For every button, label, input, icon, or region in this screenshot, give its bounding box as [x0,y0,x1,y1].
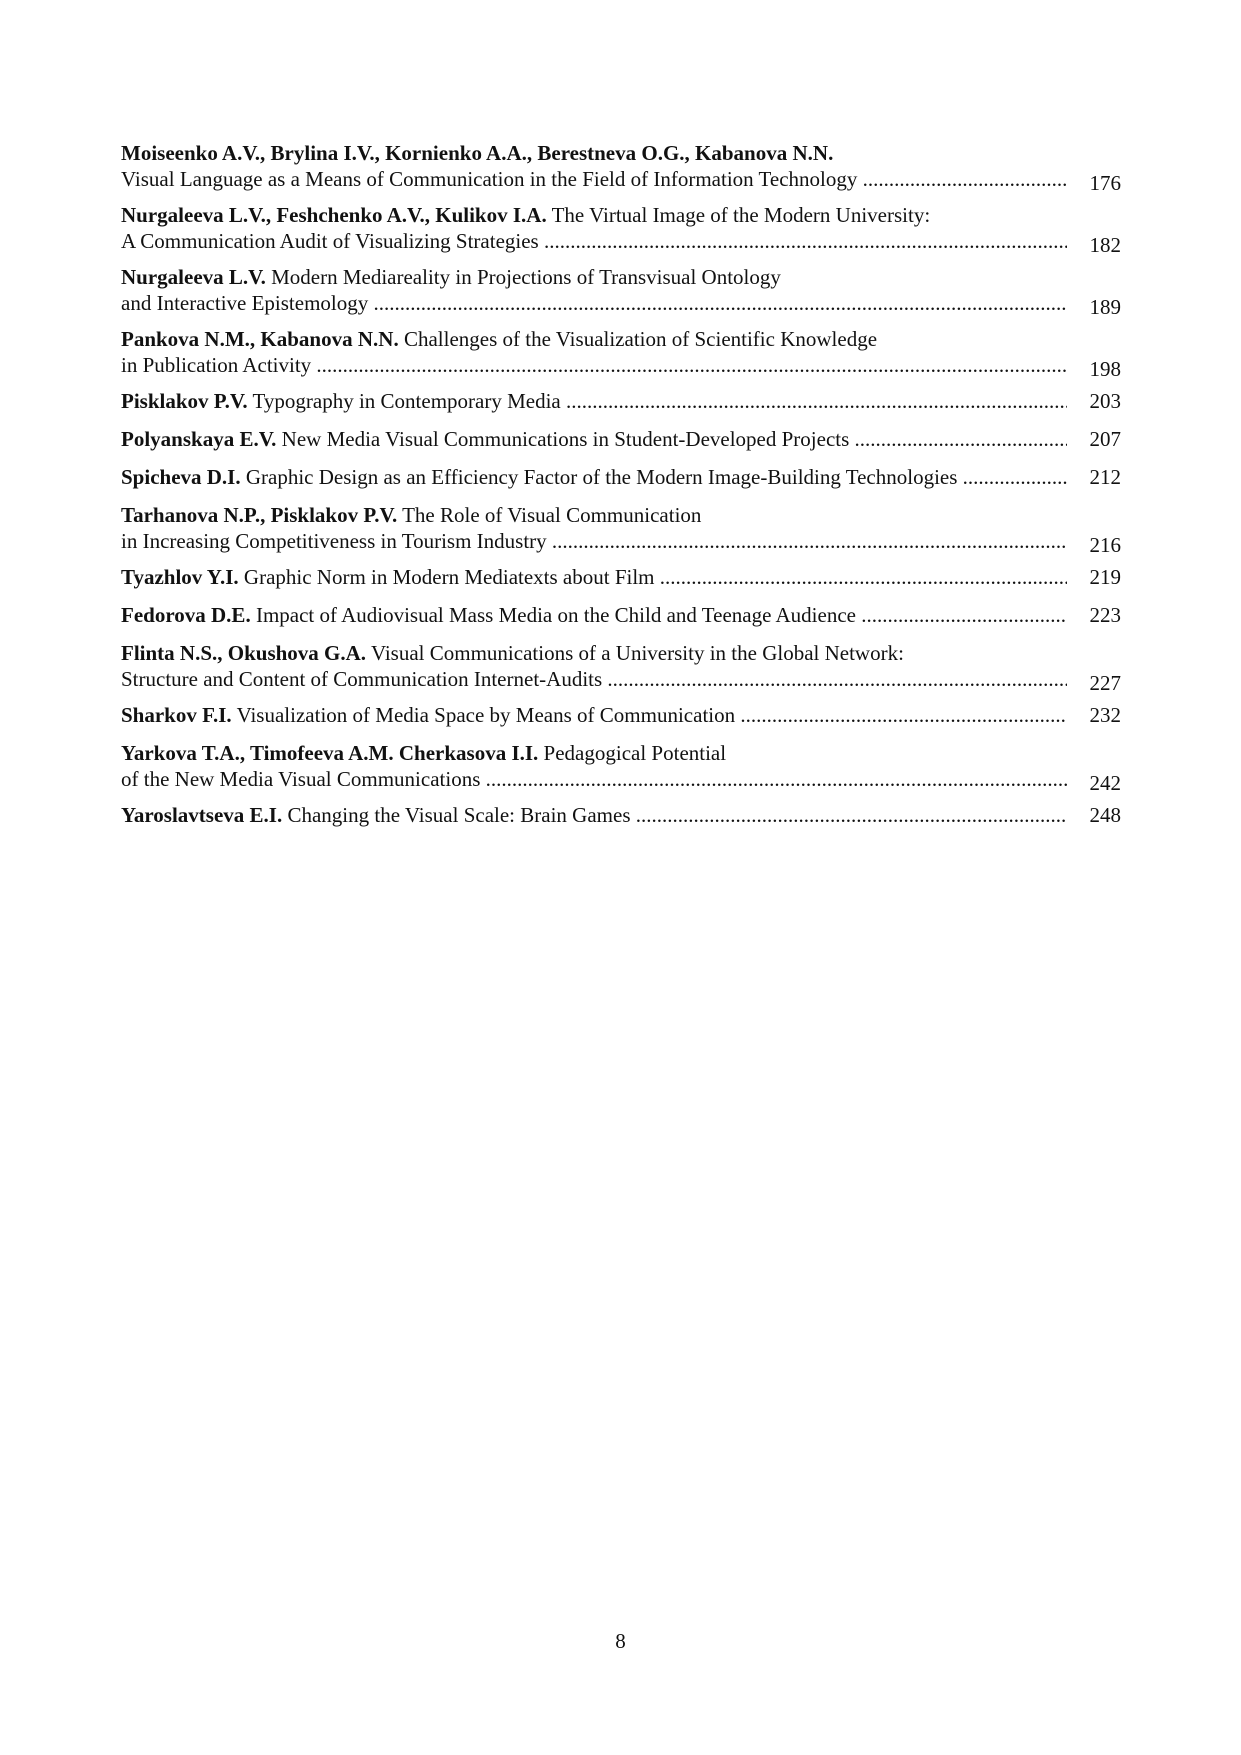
toc-entry-title: Visual Language as a Means of Communication in the Field of Information Technology [121,167,858,191]
toc-entry [121,740,1121,795]
toc-entry-authors: Nurgaleeva L.V. [121,265,266,289]
toc-entry-line [121,702,1121,728]
toc-entry-line [121,426,1121,452]
toc-entry-authors: Tarhanova N.P., Pisklakov P.V. [121,503,398,527]
toc-entry-page: 207 [1089,427,1121,451]
toc-entry-last-line [121,352,1121,381]
toc-entry-title-continued: of the New Media Visual Communications [121,767,481,791]
toc-entry-first-line [121,740,1121,766]
toc-entry [121,464,1121,490]
toc-entry-line [121,802,1121,828]
toc-entry-first-line [121,326,1121,352]
toc-entry-page: 189 [1089,295,1121,319]
toc-entry [121,426,1121,452]
toc-entry [121,702,1121,728]
toc-entry-line [121,564,1121,590]
toc-entry-title: Graphic Design as an Efficiency Factor of the Modern Image-Building Technologies [245,465,958,489]
toc-entry-title: New Media Visual Communications in Student-Developed Projects [281,427,850,451]
toc-entry-authors: Fedorova D.E. [121,603,251,627]
toc-entry [121,602,1121,628]
toc-entry-title-continued: in Publication Activity [121,353,312,377]
toc-entry-line [121,602,1121,628]
toc-entry-page: 176 [1089,171,1121,195]
toc-entry [121,140,1121,195]
toc-entry-title: Graphic Norm in Modern Mediatexts about Film [243,565,655,589]
toc-entry-first-line [121,264,1121,290]
toc-entry-line [121,388,1121,414]
toc-entry-title: Visualization of Media Space by Means of Communication [236,703,736,727]
toc-entry-line [121,464,1121,490]
toc-entry-authors: Pisklakov P.V. [121,389,248,413]
toc-entry-authors: Yaroslavtseva E.I. [121,803,283,827]
page-number: 8 [615,1629,626,1653]
table-of-contents [121,140,1121,840]
toc-entry-authors: Pankova N.M., Kabanova N.N. [121,327,399,351]
toc-entry-title: Challenges of the Visualization of Scientific Knowledge [403,327,878,351]
toc-entry-authors: Flinta N.S., Okushova G.A. [121,641,367,665]
toc-entry-last-line [121,766,1121,795]
toc-entry-page: 248 [1089,803,1121,827]
toc-entry-first-line [121,502,1121,528]
toc-entry-title: Visual Communications of a University in the Global Network: [370,641,904,665]
toc-entry-last-line [121,228,1121,257]
toc-entry-authors: Nurgaleeva L.V., Feshchenko A.V., Kulikov I.A. [121,203,547,227]
toc-entry [121,564,1121,590]
toc-entry [121,264,1121,319]
toc-entry-first-line [121,140,1121,166]
toc-entry-authors: Sharkov F.I. [121,703,232,727]
toc-entry-title: Typography in Contemporary Media [252,389,561,413]
toc-entry-authors: Spicheva D.I. [121,465,241,489]
toc-entry-page: 212 [1089,465,1121,489]
toc-entry-page: 242 [1089,771,1121,795]
toc-entry-title-continued: Structure and Content of Communication Internet-Audits [121,667,603,691]
toc-entry-page: 198 [1089,357,1121,381]
toc-entry-last-line [121,666,1121,695]
toc-entry-title: Changing the Visual Scale: Brain Games [287,803,631,827]
toc-entry-page: 219 [1089,565,1121,589]
toc-entry-title-continued: and Interactive Epistemology [121,291,369,315]
toc-entry-title: The Role of Visual Communication [402,503,702,527]
toc-entry-page: 223 [1089,603,1121,627]
toc-entry [121,802,1121,828]
toc-entry [121,502,1121,557]
toc-entry-page: 216 [1089,533,1121,557]
toc-entry-first-line [121,202,1121,228]
toc-entry-authors: Moiseenko A.V., Brylina I.V., Kornienko A.A., Berestneva O.G., Kabanova N.N. [121,141,834,165]
toc-entry-authors: Polyanskaya E.V. [121,427,277,451]
toc-entry-first-line [121,640,1121,666]
toc-entry-title-continued: in Increasing Competitiveness in Tourism Industry [121,529,547,553]
toc-entry-last-line [121,166,1121,195]
toc-entry-page: 232 [1089,703,1121,727]
toc-entry-page: 203 [1089,389,1121,413]
toc-entry-title: The Virtual Image of the Modern University: [551,203,931,227]
toc-entry-last-line [121,528,1121,557]
toc-entry-title-continued: A Communication Audit of Visualizing Strategies [121,229,539,253]
toc-entry [121,326,1121,381]
toc-entry-title: Modern Mediareality in Projections of Transvisual Ontology [271,265,781,289]
toc-entry-authors: Tyazhlov Y.I. [121,565,239,589]
toc-entry [121,640,1121,695]
toc-entry [121,202,1121,257]
toc-entry-page: 182 [1089,233,1121,257]
toc-entry-page: 227 [1089,671,1121,695]
toc-entry [121,388,1121,414]
toc-entry-last-line [121,290,1121,319]
toc-entry-title: Pedagogical Potential [543,741,727,765]
toc-entry-authors: Yarkova T.A., Timofeeva A.M. Cherkasova I.I. [121,741,539,765]
toc-entry-title: Impact of Audiovisual Mass Media on the Child and Teenage Audience [255,603,856,627]
